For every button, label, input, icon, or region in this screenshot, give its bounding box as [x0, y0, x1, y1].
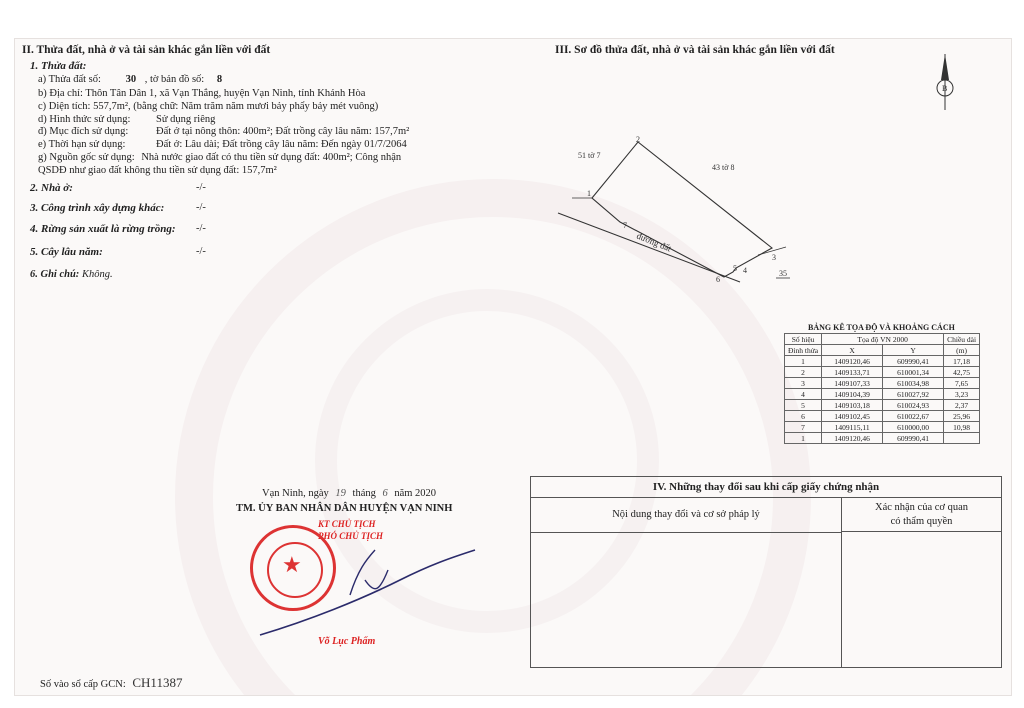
registry-number: CH11387 [132, 675, 183, 690]
coord-cell-y: 610034,98 [883, 378, 944, 389]
usage-origin-cont: QSDĐ như giao đất không thu tiền sử dụng đất: 157,7m² [38, 165, 277, 176]
coord-row [785, 367, 980, 378]
coord-row [785, 389, 980, 400]
coord-header-point2: Đỉnh thửa [785, 345, 822, 356]
coord-row [785, 433, 980, 444]
vertex-7: 7 [623, 221, 627, 230]
date-month-label: tháng [352, 488, 376, 499]
vertex-2: 2 [636, 135, 640, 144]
forest-value: -/- [196, 223, 206, 234]
address: b) Địa chỉ: Thôn Tân Dân 1, xã Vạn Thắng, huyện Vạn Ninh, tỉnh Khánh Hòa [38, 88, 366, 99]
neighbour-right: 43 tờ 8 [712, 163, 735, 172]
coord-cell-x: 1409120,46 [822, 433, 883, 444]
usage-purpose-value: Đất ở tại nông thôn: 400m²; Đất trồng cây lâu năm: 157,7m² [156, 126, 410, 137]
date-year: năm 2020 [394, 488, 437, 499]
parcel-number-row [38, 74, 222, 85]
house-label: 2. Nhà ở: [30, 182, 73, 194]
changes-table [530, 476, 1002, 668]
registry-row [40, 675, 182, 691]
seal-star-icon: ★ [282, 552, 302, 577]
svg-text:B: B [942, 84, 948, 93]
map-sheet-number: 8 [216, 74, 223, 85]
coord-header-y: Y [883, 345, 944, 356]
coord-cell-y: 609990,41 [883, 356, 944, 367]
usage-origin [38, 152, 401, 163]
coord-cell-x: 1409115,11 [822, 422, 883, 433]
coord-cell-dist: 17,18 [944, 356, 980, 367]
coord-cell-dist [944, 433, 980, 444]
coord-cell-x: 1409120,46 [822, 356, 883, 367]
perennial-value: -/- [196, 246, 206, 257]
coord-cell-id: 1 [785, 356, 822, 367]
parcel-diagram [550, 50, 1000, 300]
confirm-line-2: có thẩm quyền [890, 516, 953, 527]
coord-row [785, 411, 980, 422]
usage-term-value: Đất ở: Lâu dài; Đất trồng cây lâu năm: Đến ngày 01/7/2064 [156, 139, 407, 150]
section2-title: II. Thửa đất, nhà ở và tài sản khác gắn liền với đất [22, 44, 271, 56]
issuing-org: TM. ỦY BAN NHÂN DÂN HUYỆN VẠN NINH [236, 503, 453, 514]
road-label: đường đất [635, 230, 673, 254]
usage-origin-value: Nhà nước giao đất có thu tiền sử dụng đất: 400m²; Công nhận [141, 152, 402, 163]
construction-label: 3. Công trình xây dựng khác: [30, 202, 165, 214]
coord-cell-dist: 25,96 [944, 411, 980, 422]
coord-cell-x: 1409103,18 [822, 400, 883, 411]
coord-cell-y: 610027,92 [883, 389, 944, 400]
coord-cell-x: 1409107,33 [822, 378, 883, 389]
coord-cell-y: 610024,93 [883, 400, 944, 411]
construction-value: -/- [196, 202, 206, 213]
usage-purpose [38, 126, 410, 137]
usage-form [38, 114, 216, 125]
coord-cell-id: 3 [785, 378, 822, 389]
land-heading: 1. Thửa đất: [30, 60, 87, 72]
coord-row [785, 378, 980, 389]
date-day: 19 [335, 488, 346, 499]
coord-cell-dist: 10,98 [944, 422, 980, 433]
parcel-label: a) Thửa đất số: [38, 74, 101, 85]
section4-title: IV. Những thay đổi sau khi cấp giấy chứng nhận [531, 477, 1001, 498]
vertex-4: 4 [743, 266, 747, 275]
coord-cell-y: 610000,00 [883, 422, 944, 433]
coord-cell-y: 609990,41 [883, 433, 944, 444]
usage-purpose-label: đ) Mục đích sử dụng: [38, 126, 129, 137]
coord-cell-id: 2 [785, 367, 822, 378]
usage-term-label: e) Thời hạn sử dụng: [38, 139, 126, 150]
coord-cell-y: 610022,67 [883, 411, 944, 422]
usage-term [38, 139, 407, 150]
coord-header-x: X [822, 345, 883, 356]
changes-col-content: Nội dung thay đổi và cơ sở pháp lý [531, 498, 842, 533]
coord-cell-id: 5 [785, 400, 822, 411]
coord-cell-dist: 42,75 [944, 367, 980, 378]
coord-header-dist1: Chiều dài [944, 334, 980, 345]
forest-label: 4. Rừng sản xuất là rừng trồng: [30, 223, 176, 235]
vertex-6: 6 [716, 275, 720, 284]
handwritten-signature [240, 540, 490, 650]
neighbour-left: 51 tờ 7 [578, 151, 601, 160]
note-label: 6. Ghi chú: [30, 269, 80, 280]
coord-header-system: Tọa độ VN 2000 [822, 334, 944, 345]
vertex-5: 5 [733, 264, 737, 273]
usage-form-value: Sử dụng riêng [156, 114, 216, 125]
usage-form-label: d) Hình thức sử dụng: [38, 114, 131, 125]
coord-cell-dist: 3,23 [944, 389, 980, 400]
date-prefix: Vạn Ninh, ngày [262, 488, 329, 499]
parcel-outline [592, 142, 772, 277]
coord-cell-id: 7 [785, 422, 822, 433]
area: c) Diện tích: 557,7m², (bằng chữ: Năm trăm năm mươi bảy phẩy bảy mét vuông) [38, 101, 379, 112]
map-sheet-label: , tờ bản đồ số: [144, 74, 205, 85]
coord-row [785, 422, 980, 433]
coord-row [785, 356, 980, 367]
registry-label: Số vào sổ cấp GCN: [40, 679, 126, 690]
signer-role-2: PHÓ CHỦ TỊCH [318, 531, 384, 541]
road-edge-upper [558, 213, 740, 282]
coord-header-dist2: (m) [944, 345, 980, 356]
vertex-3: 3 [772, 253, 776, 262]
coord-cell-id: 1 [785, 433, 822, 444]
date-month: 6 [382, 488, 388, 499]
changes-col-confirm [842, 498, 1001, 532]
confirm-line-1: Xác nhận của cơ quan [874, 502, 968, 513]
coord-row [785, 400, 980, 411]
house-value: -/- [196, 182, 206, 193]
note-value: Không. [81, 269, 113, 280]
coord-cell-x: 1409104,39 [822, 389, 883, 400]
usage-origin-label: g) Nguồn gốc sử dụng: [38, 152, 135, 163]
coord-cell-id: 6 [785, 411, 822, 422]
neighbour-bottom: 35 [779, 269, 787, 278]
parcel-number: 30 [125, 74, 137, 85]
coord-cell-dist: 2,37 [944, 400, 980, 411]
coord-table [784, 333, 980, 444]
north-arrow-icon [937, 54, 953, 110]
signing-date [262, 488, 436, 499]
coord-cell-x: 1409102,45 [822, 411, 883, 422]
coord-cell-id: 4 [785, 389, 822, 400]
coord-table-title: BẢNG KÊ TỌA ĐỘ VÀ KHOẢNG CÁCH [808, 323, 955, 332]
coord-cell-y: 610001,34 [883, 367, 944, 378]
vertex-1: 1 [587, 189, 591, 198]
perennial-label: 5. Cây lâu năm: [30, 246, 103, 258]
signer-name: Võ Lục Phẩm [318, 636, 376, 647]
section3-title: III. Sơ đồ thửa đất, nhà ở và tài sản khác gắn liền với đất [555, 44, 835, 56]
coord-cell-dist: 7,65 [944, 378, 980, 389]
coord-cell-x: 1409133,71 [822, 367, 883, 378]
coord-header-point: Số hiệu [785, 334, 822, 345]
signer-role-1: KT CHỦ TỊCH [318, 519, 376, 529]
note-row [30, 269, 113, 280]
